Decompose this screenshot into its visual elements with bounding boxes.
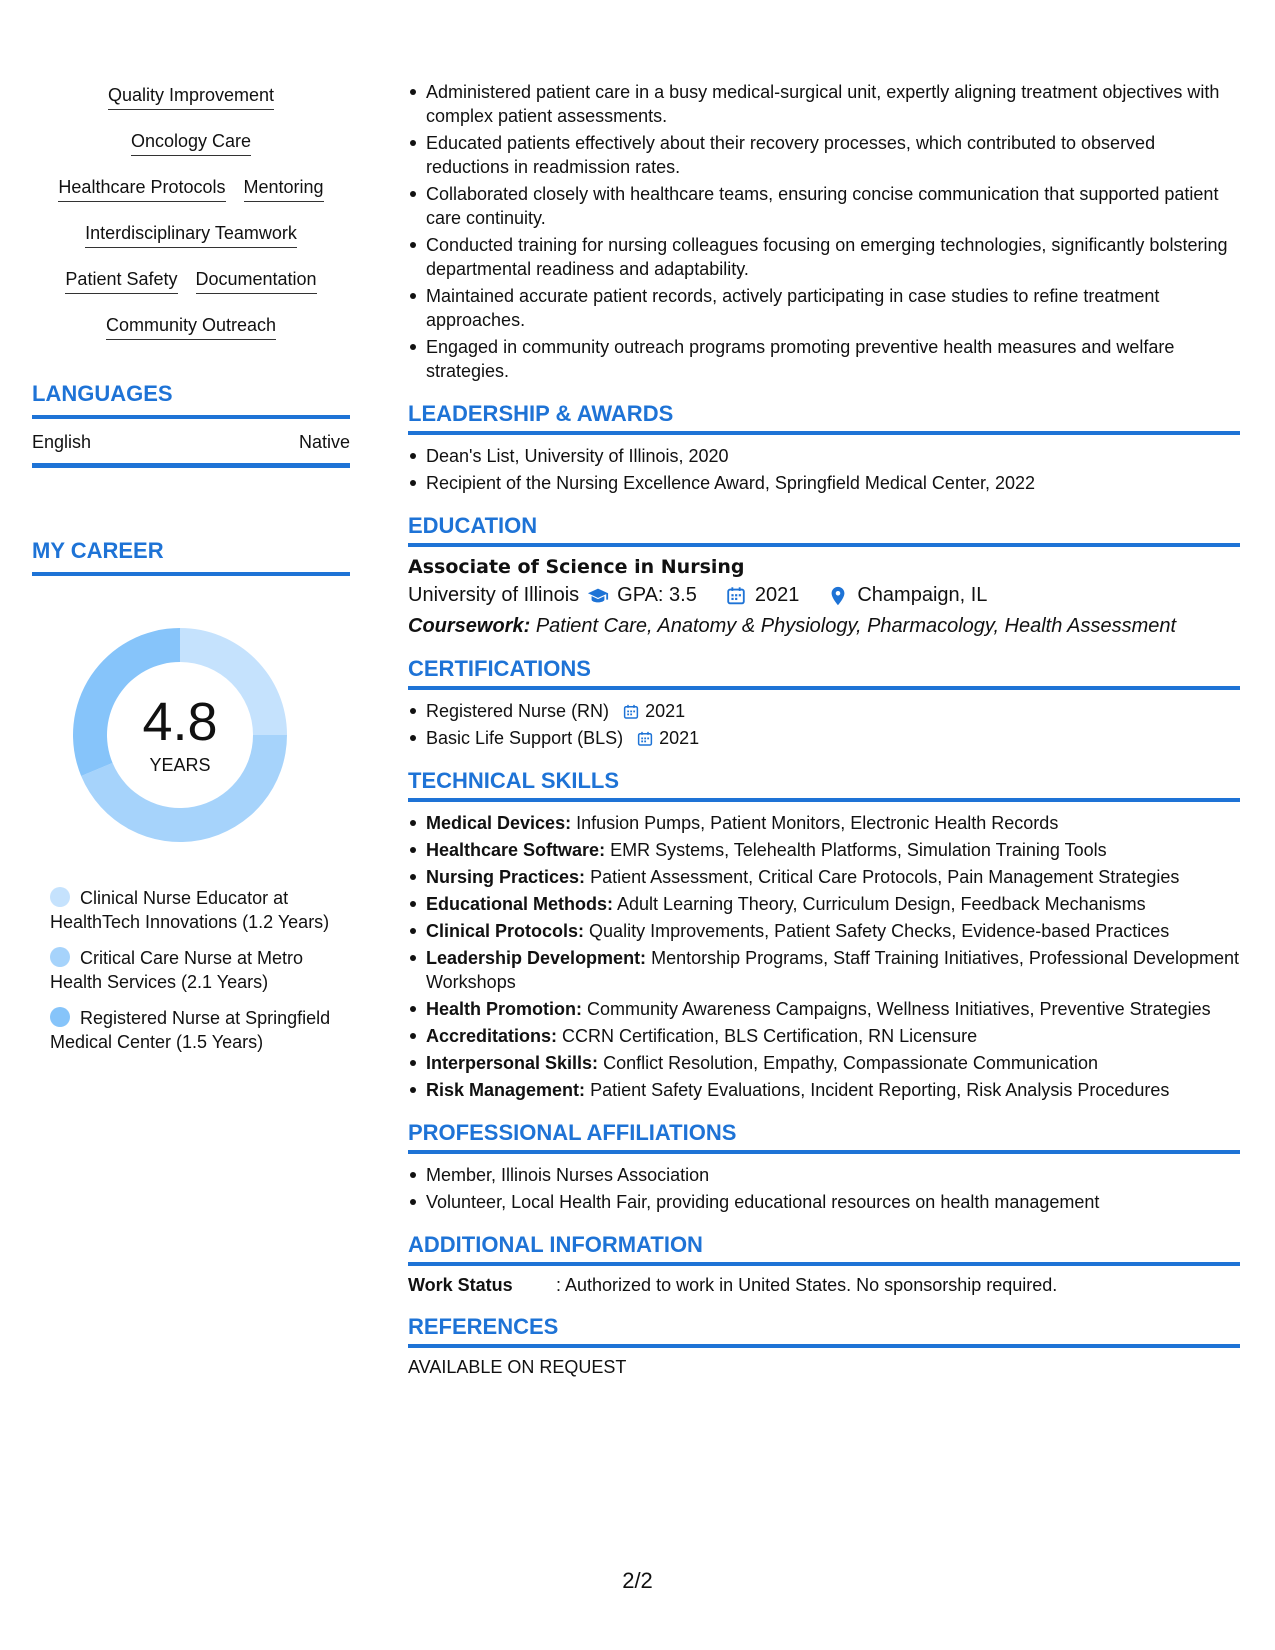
tech-skill-value: CCRN Certification, BLS Certification, RN Licensure <box>562 1026 978 1046</box>
tech-skill-value: Adult Learning Theory, Curriculum Design, Feedback Mechanisms <box>617 894 1146 914</box>
education-year: 2021 <box>754 584 800 606</box>
languages-title: LANGUAGES <box>32 381 350 419</box>
skill-row <box>32 130 350 156</box>
career-section <box>32 538 350 1054</box>
certification-item <box>408 699 1240 723</box>
tech-skill-value: Quality Improvements, Patient Safety Checks, Evidence-based Practices <box>589 921 1170 941</box>
coursework-label: Coursework: <box>408 615 531 637</box>
donut-total-unit: YEARS <box>149 754 211 775</box>
tech-skill-item <box>408 838 1240 862</box>
certification-year: 2021 <box>645 701 686 721</box>
career-legend <box>32 886 350 1054</box>
work-status-value: : Authorized to work in United States. No sponsorship required. <box>556 1275 1058 1295</box>
tech-skill-label: Accreditations: <box>426 1026 558 1046</box>
certifications-list <box>408 699 1240 750</box>
skill-tag: Interdisciplinary Teamwork <box>85 222 297 248</box>
donut-center <box>65 620 295 850</box>
tech-skill-value: Patient Assessment, Critical Care Protocols, Pain Management Strategies <box>590 867 1180 887</box>
tech-skill-label: Educational Methods: <box>426 894 614 914</box>
tech-skill-value: Mentorship Programs, Staff Training Initiatives, Professional Development Workshops <box>426 948 1240 992</box>
skill-row <box>32 84 350 110</box>
education-title: EDUCATION <box>408 513 1240 547</box>
experience-bullet: Educated patients effectively about their recovery processes, which contributed to observed reductions in readmission rates. <box>408 131 1240 179</box>
references-title: REFERENCES <box>408 1314 1240 1348</box>
experience-bullet: Engaged in community outreach programs promoting preventive health measures and welfare strategies. <box>408 335 1240 383</box>
tech-skill-value: EMR Systems, Telehealth Platforms, Simulation Training Tools <box>610 840 1107 860</box>
tech-skill-value: Patient Safety Evaluations, Incident Reporting, Risk Analysis Procedures <box>590 1080 1170 1100</box>
tech-skill-label: Leadership Development: <box>426 948 647 968</box>
legend-label: Critical Care Nurse at Metro Health Services (2.1 Years) <box>50 948 304 992</box>
skill-row <box>32 314 350 340</box>
tech-skill-item <box>408 811 1240 835</box>
legend-item <box>50 1006 350 1054</box>
education-gpa: GPA: 3.5 <box>617 584 697 606</box>
language-name: English <box>32 432 92 452</box>
experience-bullet: Maintained accurate patient records, actively participating in case studies to refine treatment approaches. <box>408 284 1240 332</box>
award-item: Dean's List, University of Illinois, 2020 <box>408 444 1240 468</box>
legend-item <box>50 946 350 994</box>
skills-tags <box>32 84 350 340</box>
donut-total-value: 4.8 <box>142 691 218 752</box>
right-column <box>408 80 1240 1378</box>
tech-skill-label: Clinical Protocols: <box>426 921 585 941</box>
references-text: AVAILABLE ON REQUEST <box>408 1357 627 1377</box>
skill-row <box>32 268 350 294</box>
tech-skill-label: Interpersonal Skills: <box>426 1053 599 1073</box>
legend-label: Clinical Nurse Educator at HealthTech Innovations (1.2 Years) <box>50 888 330 932</box>
education-details <box>408 584 1240 607</box>
certifications-title: CERTIFICATIONS <box>408 656 1240 690</box>
education-school: University of Illinois <box>408 584 580 606</box>
calendar-icon <box>622 703 640 721</box>
tech-skill-label: Healthcare Software: <box>426 840 606 860</box>
skill-row <box>32 176 350 202</box>
skill-tag: Mentoring <box>244 176 324 202</box>
tech-skill-label: Risk Management: <box>426 1080 586 1100</box>
tech-skill-label: Medical Devices: <box>426 813 572 833</box>
award-item: Recipient of the Nursing Excellence Award, Springfield Medical Center, 2022 <box>408 471 1240 495</box>
tech-skill-value: Infusion Pumps, Patient Monitors, Electronic Health Records <box>576 813 1059 833</box>
skill-tag: Patient Safety <box>65 268 177 294</box>
tech-skill-label: Nursing Practices: <box>426 867 586 887</box>
tech-skill-item <box>408 997 1240 1021</box>
work-status-key: Work Status <box>408 1275 513 1295</box>
certification-name: Basic Life Support (BLS) <box>426 728 624 748</box>
language-row <box>32 432 350 468</box>
skill-tag: Oncology Care <box>131 130 251 156</box>
certification-item <box>408 726 1240 750</box>
experience-bullets <box>408 80 1240 383</box>
tech-skill-label: Health Promotion: <box>426 999 582 1019</box>
legend-dot <box>50 947 70 967</box>
experience-bullet: Conducted training for nursing colleagues focusing on emerging technologies, significantly bolstering departmental readiness and adaptability. <box>408 233 1240 281</box>
tech-skill-item <box>408 1078 1240 1102</box>
left-column <box>32 84 350 1066</box>
leadership-list <box>408 444 1240 495</box>
page-number: 2/2 <box>622 1568 653 1593</box>
coursework-value: Patient Care, Anatomy & Physiology, Pharmacology, Health Assessment <box>535 615 1177 637</box>
technical-skills-list <box>408 811 1240 1102</box>
affiliation-item: Volunteer, Local Health Fair, providing educational resources on health management <box>408 1190 1240 1214</box>
career-title: MY CAREER <box>32 538 350 576</box>
tech-skill-value: Conflict Resolution, Empathy, Compassionate Communication <box>603 1053 1098 1073</box>
additional-info-title: ADDITIONAL INFORMATION <box>408 1232 1240 1266</box>
experience-bullet: Administered patient care in a busy medical-surgical unit, expertly aligning treatment objectives with complex patient assessments. <box>408 80 1240 128</box>
education-coursework <box>408 615 1240 638</box>
tech-skill-value: Community Awareness Campaigns, Wellness Initiatives, Preventive Strategies <box>587 999 1211 1019</box>
leadership-title: LEADERSHIP & AWARDS <box>408 401 1240 435</box>
legend-label: Registered Nurse at Springfield Medical Center (1.5 Years) <box>50 1008 331 1052</box>
graduation-cap-icon <box>587 585 609 607</box>
calendar-icon <box>636 730 654 748</box>
calendar-icon <box>725 585 747 607</box>
languages-section <box>32 381 350 468</box>
work-status-row <box>408 1275 1240 1296</box>
education-degree: Associate of Science in Nursing <box>408 556 745 578</box>
experience-bullet: Collaborated closely with healthcare teams, ensuring concise communication that supported patient care continuity. <box>408 182 1240 230</box>
skill-tag: Quality Improvement <box>108 84 274 110</box>
language-level: Native <box>298 432 350 452</box>
tech-skill-item <box>408 1024 1240 1048</box>
tech-skill-item <box>408 919 1240 943</box>
legend-dot <box>50 887 70 907</box>
legend-item <box>50 886 350 934</box>
tech-skill-item <box>408 1051 1240 1075</box>
tech-skill-item <box>408 865 1240 889</box>
tech-skill-item <box>408 892 1240 916</box>
legend-dot <box>50 1007 70 1027</box>
location-pin-icon <box>827 585 849 607</box>
education-location: Champaign, IL <box>857 584 988 606</box>
affiliations-list <box>408 1163 1240 1214</box>
career-donut-chart <box>65 620 295 850</box>
tech-skill-item <box>408 946 1240 994</box>
affiliation-item: Member, Illinois Nurses Association <box>408 1163 1240 1187</box>
skill-tag: Community Outreach <box>106 314 276 340</box>
technical-skills-title: TECHNICAL SKILLS <box>408 768 1240 802</box>
skill-tag: Documentation <box>196 268 317 294</box>
affiliations-title: PROFESSIONAL AFFILIATIONS <box>408 1120 1240 1154</box>
skill-tag: Healthcare Protocols <box>58 176 225 202</box>
skill-row <box>32 222 350 248</box>
certification-name: Registered Nurse (RN) <box>426 701 610 721</box>
certification-year: 2021 <box>659 728 700 748</box>
